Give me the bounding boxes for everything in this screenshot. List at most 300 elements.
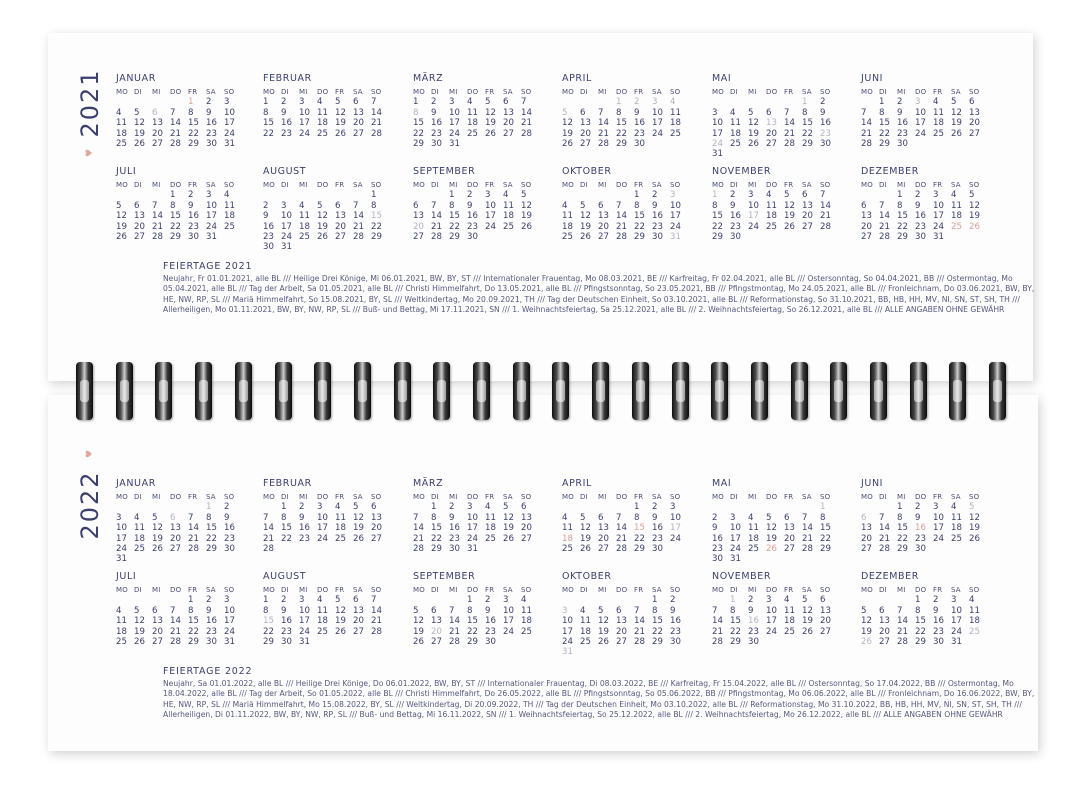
month-name: DEZEMBER — [861, 571, 919, 582]
day-cell: 7 — [712, 605, 718, 616]
day-cell: 4 — [933, 97, 939, 108]
day-cell: 13 — [152, 616, 163, 627]
day-cell: 11 — [951, 200, 962, 211]
day-cell: 29 — [879, 138, 890, 149]
day-cell: 3 — [116, 512, 122, 523]
day-cell: 20 — [170, 533, 181, 544]
day-cell: 20 — [503, 118, 514, 129]
day-cell: 4 — [116, 605, 122, 616]
day-cell: 12 — [353, 512, 364, 523]
weekday-label: DO — [170, 88, 182, 96]
day-cell: 29 — [897, 231, 908, 242]
weekday-label: MO — [116, 88, 128, 96]
weekday-label: FR — [188, 88, 198, 96]
day-cell: 16 — [206, 118, 217, 129]
spiral-binding-ring — [910, 362, 927, 420]
day-cell: 28 — [879, 543, 890, 554]
month-name: NOVEMBER — [712, 166, 772, 177]
day-cell: 22 — [897, 221, 908, 232]
day-cell: 17 — [766, 616, 777, 627]
weekday-label: MO — [712, 88, 724, 96]
day-cell: 17 — [467, 523, 478, 534]
day-cell: 30 — [897, 138, 908, 149]
day-cell: 15 — [712, 211, 723, 222]
day-cell: 26 — [861, 636, 872, 647]
weekday-label: DO — [616, 88, 628, 96]
day-cell: 13 — [371, 512, 382, 523]
day-cell: 19 — [748, 128, 759, 139]
day-cell: 30 — [188, 231, 199, 242]
day-cell: 27 — [371, 533, 382, 544]
day-cell: 17 — [449, 118, 460, 129]
day-cell: 25 — [670, 128, 681, 139]
day-cell: 30 — [634, 138, 645, 149]
weekday-label: SA — [652, 586, 662, 594]
day-cell: 20 — [152, 128, 163, 139]
weekday-label: FR — [485, 493, 495, 501]
day-cell: 3 — [449, 97, 455, 108]
day-cell: 20 — [616, 626, 627, 637]
month-name: NOVEMBER — [712, 571, 772, 582]
day-cell: 9 — [915, 512, 921, 523]
empty-cell — [861, 97, 879, 107]
day-cell: 2 — [188, 190, 194, 201]
day-cell: 24 — [670, 533, 681, 544]
day-cell: 26 — [413, 636, 424, 647]
weekday-label: FR — [784, 493, 794, 501]
day-cell: 15 — [413, 118, 424, 129]
empty-cell — [712, 502, 730, 512]
day-cell: 20 — [861, 533, 872, 544]
month-block — [861, 166, 987, 242]
day-cell: 13 — [353, 107, 364, 118]
day-cell: 30 — [652, 543, 663, 554]
day-cell: 17 — [915, 118, 926, 129]
day-cell: 27 — [152, 636, 163, 647]
day-cell: 1 — [449, 190, 455, 201]
day-cell: 1 — [263, 97, 269, 108]
weekday-label: DI — [134, 493, 142, 501]
day-cell: 21 — [152, 221, 163, 232]
day-cell: 25 — [335, 533, 346, 544]
day-cell: 7 — [784, 107, 790, 118]
day-cell: 14 — [897, 616, 908, 627]
day-cell: 16 — [730, 211, 741, 222]
day-cell: 18 — [503, 211, 514, 222]
day-cell: 22 — [281, 533, 292, 544]
day-cell: 4 — [224, 190, 230, 201]
day-cell: 27 — [598, 543, 609, 554]
weekday-label: SO — [371, 493, 382, 501]
day-cell: 20 — [820, 616, 831, 627]
year-label: 2022 — [76, 470, 104, 540]
day-cell: 23 — [712, 543, 723, 554]
day-cell: 31 — [206, 231, 217, 242]
day-cell: 10 — [670, 512, 681, 523]
day-cell: 18 — [748, 533, 759, 544]
day-cell: 23 — [933, 626, 944, 637]
day-cell: 11 — [784, 605, 795, 616]
day-cell: 3 — [670, 502, 676, 513]
day-cell: 12 — [485, 107, 496, 118]
day-cell: 5 — [580, 512, 586, 523]
weekday-label: SA — [951, 586, 961, 594]
month-block — [413, 571, 539, 647]
day-cell: 10 — [299, 605, 310, 616]
day-cell: 12 — [598, 616, 609, 627]
day-cell: 2 — [652, 190, 658, 201]
empty-cell — [317, 190, 335, 200]
day-cell: 22 — [712, 221, 723, 232]
day-cell: 6 — [353, 595, 359, 606]
day-cell: 12 — [969, 200, 980, 211]
day-cell: 17 — [206, 211, 217, 222]
day-cell: 22 — [634, 221, 645, 232]
day-cell: 23 — [485, 626, 496, 637]
day-cell: 22 — [371, 221, 382, 232]
day-cell: 30 — [431, 138, 442, 149]
day-cell: 2 — [485, 595, 491, 606]
weekday-label: FR — [335, 493, 345, 501]
day-cell: 27 — [580, 138, 591, 149]
day-cell: 4 — [951, 190, 957, 201]
weekday-label: MO — [562, 181, 574, 189]
day-cell: 27 — [521, 533, 532, 544]
day-cell: 13 — [335, 211, 346, 222]
day-cell: 5 — [598, 605, 604, 616]
weekday-label: FR — [634, 586, 644, 594]
day-cell: 23 — [188, 221, 199, 232]
day-cell: 17 — [485, 211, 496, 222]
day-cell: 7 — [634, 605, 640, 616]
weekday-label: SO — [521, 88, 532, 96]
day-cell: 4 — [116, 107, 122, 118]
day-cell: 6 — [766, 107, 772, 118]
day-cell: 16 — [652, 523, 663, 534]
day-cell: 25 — [933, 128, 944, 139]
day-cell: 10 — [652, 107, 663, 118]
day-cell: 6 — [170, 512, 176, 523]
day-cell: 9 — [897, 107, 903, 118]
weekday-label: MI — [299, 181, 308, 189]
day-grid — [116, 492, 242, 565]
month-name: JUNI — [861, 478, 884, 489]
day-cell: 22 — [188, 128, 199, 139]
day-cell: 11 — [933, 107, 944, 118]
day-cell: 10 — [224, 107, 235, 118]
day-cell: 27 — [820, 626, 831, 637]
day-cell: 22 — [802, 128, 813, 139]
day-cell: 19 — [969, 211, 980, 222]
weekday-label: SA — [951, 88, 961, 96]
day-cell: 30 — [670, 636, 681, 647]
day-cell: 16 — [634, 118, 645, 129]
day-cell: 3 — [712, 107, 718, 118]
weekday-label: DI — [281, 493, 289, 501]
day-cell: 28 — [431, 231, 442, 242]
day-cell: 30 — [281, 636, 292, 647]
day-cell: 28 — [170, 636, 181, 647]
day-cell: 31 — [449, 138, 460, 149]
month-block — [413, 478, 539, 554]
spiral-binding-ring — [354, 362, 371, 420]
weekday-label: MI — [598, 181, 607, 189]
day-cell: 26 — [748, 138, 759, 149]
day-cell: 22 — [263, 128, 274, 139]
day-cell: 9 — [431, 107, 437, 118]
day-cell: 15 — [802, 118, 813, 129]
feiertage-text: Neujahr, Fr 01.01.2021, alle BL /// Heilige Drei Könige, Mi 06.01.2021, BW, BY, ST /// Internationaler Frauentag, Mo 08.03.2021, BE /// Karfreitag, Fr 02.04.2021, alle BL /// Ostersonntag, So 04.04.2021, BB /// Ostermontag, Mo 05.04.2021, alle BL /// Tag der Arbeit, Sa 01.05.2021, alle BL /// Christi Himmelfahrt, Do 13.05.2021, alle BL /// Pfingstsonntag, So 23.05.2021, BB /// Pfingstmontag, Mo 24.05.2021, alle BL /// Fronleichnam, Do 03.06.2021, BW, BY, HE, NW, RP, SL /// Mariä Himmelfahrt, So 15.08.2021, BY, SL /// Weltkindertag, Mo 20.09.2021, TH /// Tag der Deutschen Einheit, So 03.10.2021, alle BL /// Reformationstag, So 31.10.2021, BB, HB, HH, MV, NI, SN, ST, SH, TH /// Allerheiligen, Mo 01.11.2021, BW, BY, NW, RP, SL /// Buß- und Bettag, Mi 17.11.2021, SN /// 1. Weihnachtsfeiertag, Sa 25.12.2021, alle BL /// 2. Weihnachtsfeiertag, So 26.12.2021, alle BL /// ALLE ANGABEN OHNE GEWÄHR — [163, 274, 1035, 315]
day-cell: 20 — [353, 616, 364, 627]
day-cell: 13 — [784, 523, 795, 534]
day-cell: 31 — [224, 138, 235, 149]
day-grid — [116, 180, 242, 242]
day-cell: 16 — [712, 533, 723, 544]
empty-cell — [431, 190, 449, 200]
weekday-label: DO — [915, 586, 927, 594]
day-cell: 18 — [933, 118, 944, 129]
weekday-label: SO — [521, 181, 532, 189]
day-cell: 25 — [580, 636, 591, 647]
day-cell: 11 — [562, 523, 573, 534]
weekday-label: SA — [802, 493, 812, 501]
day-cell: 4 — [335, 502, 341, 513]
weekday-label: FR — [188, 493, 198, 501]
day-cell: 16 — [748, 616, 759, 627]
day-cell: 12 — [116, 211, 127, 222]
day-cell: 28 — [820, 221, 831, 232]
empty-cell — [861, 595, 879, 605]
day-cell: 25 — [116, 636, 127, 647]
day-cell: 25 — [951, 533, 962, 544]
weekday-label: FR — [485, 586, 495, 594]
day-cell: 26 — [503, 533, 514, 544]
weekday-label: MO — [861, 88, 873, 96]
day-cell: 22 — [879, 128, 890, 139]
weekday-label: FR — [335, 181, 345, 189]
day-cell: 21 — [879, 533, 890, 544]
weekday-label: MI — [748, 88, 757, 96]
day-cell: 7 — [449, 605, 455, 616]
day-cell: 10 — [730, 523, 741, 534]
day-cell: 30 — [933, 636, 944, 647]
weekday-label: SA — [802, 181, 812, 189]
day-cell: 29 — [188, 138, 199, 149]
day-cell: 19 — [951, 118, 962, 129]
weekday-label: MI — [152, 493, 161, 501]
weekday-label: MI — [152, 586, 161, 594]
month-name: FEBRUAR — [263, 478, 312, 489]
day-cell: 2 — [449, 502, 455, 513]
day-cell: 13 — [580, 118, 591, 129]
day-cell: 17 — [748, 211, 759, 222]
day-cell: 4 — [317, 595, 323, 606]
empty-cell — [879, 190, 897, 200]
day-cell: 18 — [951, 523, 962, 534]
day-cell: 23 — [897, 128, 908, 139]
day-cell: 22 — [206, 533, 217, 544]
weekday-label: DO — [766, 181, 778, 189]
day-cell: 24 — [562, 636, 573, 647]
empty-cell — [299, 190, 317, 200]
weekday-label: FR — [335, 586, 345, 594]
day-cell: 7 — [820, 190, 826, 201]
day-cell: 23 — [299, 533, 310, 544]
day-cell: 12 — [134, 616, 145, 627]
day-cell: 22 — [431, 533, 442, 544]
spiral-binding-ring — [791, 362, 808, 420]
day-cell: 25 — [503, 221, 514, 232]
day-cell: 7 — [616, 512, 622, 523]
weekday-label: MI — [748, 586, 757, 594]
day-cell: 19 — [503, 523, 514, 534]
weekday-label: MI — [449, 181, 458, 189]
day-cell: 1 — [634, 502, 640, 513]
day-cell: 1 — [170, 190, 176, 201]
day-cell: 12 — [152, 523, 163, 534]
day-cell: 29 — [467, 636, 478, 647]
day-cell: 5 — [335, 595, 341, 606]
empty-cell — [598, 190, 616, 200]
weekday-label: DO — [915, 493, 927, 501]
weekday-label: DO — [317, 88, 329, 96]
day-cell: 26 — [766, 543, 777, 554]
day-cell: 13 — [134, 211, 145, 222]
day-cell: 21 — [371, 118, 382, 129]
day-cell: 25 — [969, 626, 980, 637]
weekday-label: FR — [634, 181, 644, 189]
day-cell: 27 — [879, 636, 890, 647]
empty-cell — [116, 595, 134, 605]
day-cell: 2 — [820, 97, 826, 108]
day-cell: 27 — [152, 138, 163, 149]
day-cell: 11 — [503, 200, 514, 211]
day-cell: 6 — [598, 512, 604, 523]
day-cell: 20 — [371, 523, 382, 534]
day-cell: 29 — [897, 543, 908, 554]
weekday-label: SO — [670, 586, 681, 594]
day-cell: 26 — [951, 128, 962, 139]
weekday-label: FR — [485, 88, 495, 96]
day-cell: 8 — [634, 200, 640, 211]
weekday-label: MO — [861, 493, 873, 501]
day-cell: 14 — [802, 523, 813, 534]
day-cell: 12 — [802, 605, 813, 616]
weekday-label: SA — [206, 88, 216, 96]
day-cell: 9 — [712, 523, 718, 534]
day-cell: 21 — [263, 533, 274, 544]
day-cell: 11 — [116, 118, 127, 129]
day-cell: 25 — [485, 533, 496, 544]
day-cell: 5 — [116, 200, 122, 211]
day-cell: 23 — [281, 626, 292, 637]
weekday-label: MI — [449, 88, 458, 96]
weekday-label: SA — [802, 586, 812, 594]
day-cell: 17 — [299, 118, 310, 129]
day-grid — [712, 585, 838, 647]
day-cell: 28 — [712, 636, 723, 647]
spiral-binding-ring — [751, 362, 768, 420]
spiral-binding-ring — [672, 362, 689, 420]
empty-cell — [134, 97, 152, 107]
day-cell: 14 — [371, 107, 382, 118]
day-cell: 6 — [616, 605, 622, 616]
day-cell: 3 — [299, 595, 305, 606]
day-cell: 19 — [353, 523, 364, 534]
day-cell: 17 — [224, 616, 235, 627]
day-cell: 15 — [652, 616, 663, 627]
month-name: SEPTEMBER — [413, 571, 476, 582]
day-cell: 16 — [299, 523, 310, 534]
calendar-page-2022 — [48, 395, 1038, 751]
day-cell: 14 — [634, 616, 645, 627]
day-grid — [861, 180, 987, 242]
day-cell: 27 — [861, 543, 872, 554]
day-cell: 19 — [580, 533, 591, 544]
day-cell: 14 — [521, 107, 532, 118]
day-cell: 3 — [503, 595, 509, 606]
weekday-label: FR — [335, 88, 345, 96]
empty-cell — [562, 190, 580, 200]
day-cell: 5 — [317, 200, 323, 211]
day-cell: 5 — [413, 605, 419, 616]
day-cell: 27 — [861, 231, 872, 242]
day-cell: 11 — [580, 616, 591, 627]
weekday-label: SO — [371, 88, 382, 96]
day-cell: 2 — [748, 595, 754, 606]
day-cell: 29 — [170, 231, 181, 242]
day-cell: 30 — [224, 543, 235, 554]
weekday-label: DI — [879, 181, 887, 189]
day-cell: 24 — [449, 128, 460, 139]
day-cell: 8 — [915, 605, 921, 616]
empty-cell — [616, 595, 634, 605]
weekday-label: MO — [116, 181, 128, 189]
empty-cell — [134, 502, 152, 512]
day-cell: 2 — [933, 595, 939, 606]
empty-cell — [116, 190, 134, 200]
day-cell: 2 — [467, 190, 473, 201]
weekday-label: DI — [879, 493, 887, 501]
day-cell: 27 — [766, 138, 777, 149]
empty-cell — [170, 502, 188, 512]
month-block — [116, 478, 242, 565]
spiral-binding-ring — [949, 362, 966, 420]
weekday-label: FR — [784, 88, 794, 96]
day-grid — [712, 492, 838, 565]
weekday-label: SO — [670, 88, 681, 96]
feiertage-title: FEIERTAGE 2021 — [163, 261, 253, 272]
day-cell: 5 — [766, 512, 772, 523]
day-grid — [413, 180, 539, 242]
month-block — [562, 73, 688, 149]
weekday-label: DI — [431, 181, 439, 189]
day-cell: 17 — [317, 523, 328, 534]
month-name: JULI — [116, 571, 137, 582]
day-cell: 25 — [116, 138, 127, 149]
empty-cell — [598, 595, 616, 605]
day-cell: 17 — [933, 211, 944, 222]
weekday-label: DI — [134, 586, 142, 594]
day-cell: 2 — [915, 502, 921, 513]
weekday-label: FR — [188, 586, 198, 594]
day-cell: 13 — [152, 118, 163, 129]
day-cell: 29 — [616, 138, 627, 149]
day-cell: 18 — [467, 118, 478, 129]
day-cell: 23 — [652, 533, 663, 544]
day-cell: 20 — [152, 626, 163, 637]
day-cell: 18 — [562, 221, 573, 232]
